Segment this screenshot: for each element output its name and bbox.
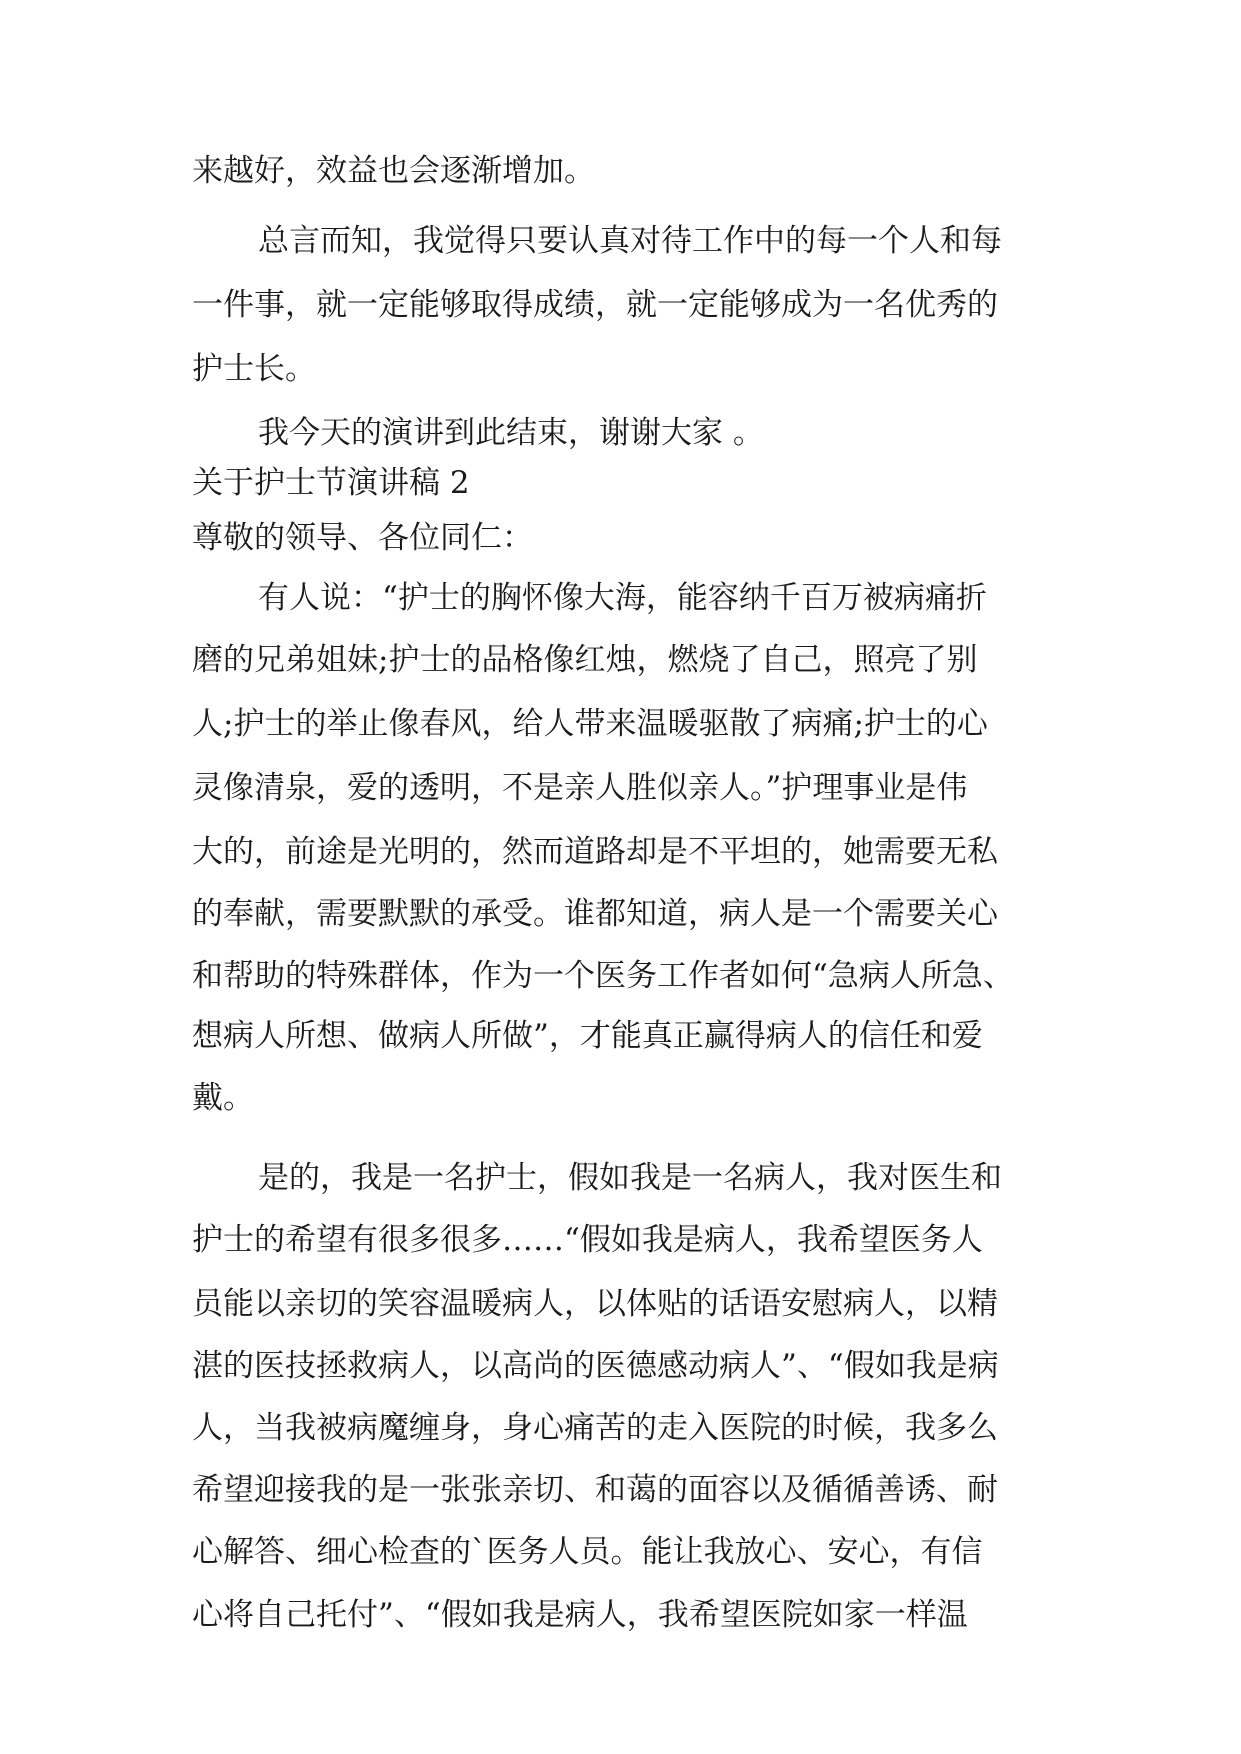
text-line: 湛的医技拯救病人，以高尚的医德感动病人”、“假如我是病 [192,1348,999,1384]
text-line: 想病人所想、做病人所做”，才能真正赢得病人的信任和爱 [192,1018,983,1054]
text-line: 和帮助的特殊群体，作为一个医务工作者如何“急病人所急、 [192,958,1014,994]
text-line: 希望迎接我的是一张张亲切、和蔼的面容以及循循善诱、耐 [192,1472,998,1508]
text-line: 护士的希望有很多很多……“假如我是病人，我希望医务人 [192,1222,983,1258]
text-line: 员能以亲切的笑容温暖病人，以体贴的话语安慰病人，以精 [192,1286,998,1322]
section-title: 关于护士节演讲稿 2 [192,465,470,501]
text-line: 一件事，就一定能够取得成绩，就一定能够成为一名优秀的 [192,287,998,323]
text-line: 心将自己托付”、“假如我是病人，我希望医院如家一样温 [192,1597,968,1633]
paragraph-line: 是的，我是一名护士，假如我是一名病人，我对医生和 [258,1160,1002,1196]
text-line: 的奉献，需要默默的承受。谁都知道，病人是一个需要关心 [192,896,998,932]
text-line: 来越好，效益也会逐渐增加。 [192,153,595,189]
text-line: 心解答、细心检查的`医务人员。能让我放心、安心，有信 [192,1534,983,1570]
paragraph-line: 总言而知，我觉得只要认真对待工作中的每一个人和每 [258,223,1002,259]
text-line: 戴。 [192,1080,254,1116]
paragraph-line: 我今天的演讲到此结束，谢谢大家 。 [258,415,764,451]
salutation: 尊敬的领导、各位同仁： [192,520,533,556]
paragraph-line: 有人说：“护士的胸怀像大海，能容纳千百万被病痛折 [258,580,987,616]
text-line: 人;护士的举止像春风，给人带来温暖驱散了病痛;护士的心 [192,706,988,742]
text-line: 护士长。 [192,351,316,387]
text-line: 灵像清泉，爱的透明，不是亲人胜似亲人。”护理事业是伟 [192,770,968,806]
text-line: 大的，前途是光明的，然而道路却是不平坦的，她需要无私 [192,834,998,870]
text-line: 磨的兄弟姐妹;护士的品格像红烛，燃烧了自己，照亮了别 [192,642,978,678]
text-line: 人，当我被病魔缠身，身心痛苦的走入医院的时候，我多么 [192,1410,998,1446]
